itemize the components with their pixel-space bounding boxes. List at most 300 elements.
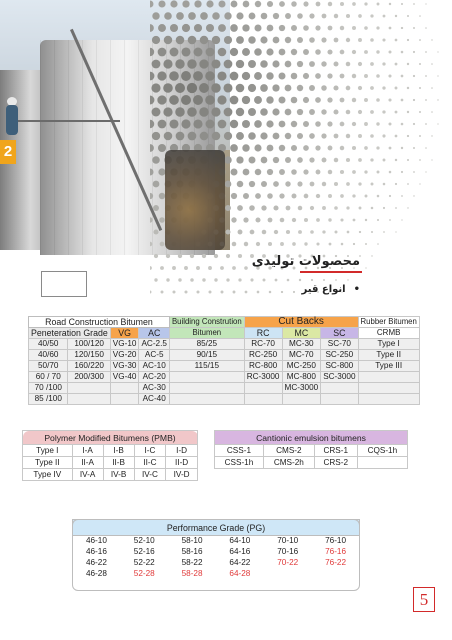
pmb-table — [22, 430, 198, 481]
table-row — [215, 457, 408, 469]
halftone-dot — [279, 145, 285, 151]
halftone-dot — [322, 230, 325, 233]
halftone-dot — [176, 12, 184, 20]
halftone-dot — [214, 254, 218, 258]
halftone-dot — [358, 158, 362, 162]
halftone-dot — [401, 123, 404, 126]
header-rc: RC — [244, 328, 282, 339]
table-cell — [110, 383, 139, 394]
table-cell: 120/150 — [68, 350, 110, 361]
halftone-dot — [347, 279, 348, 280]
halftone-dot — [279, 193, 284, 198]
halftone-dot — [297, 109, 303, 115]
halftone-dot — [267, 25, 274, 32]
table-cell — [312, 569, 360, 580]
halftone-dot — [176, 132, 185, 141]
table-cell: 70 /100 — [29, 383, 68, 394]
halftone-dot — [413, 51, 415, 53]
halftone-dot — [187, 83, 197, 93]
table-cell: MC-70 — [282, 350, 321, 361]
halftone-dot — [388, 98, 391, 101]
halftone-dot — [401, 27, 403, 29]
halftone-dot — [371, 207, 374, 210]
halftone-dot — [163, 83, 173, 93]
halftone-dot — [389, 195, 391, 197]
table-cell: CRS-2 — [314, 457, 357, 469]
table-cell: Type I — [358, 339, 419, 350]
halftone-dot — [395, 159, 397, 161]
halftone-dot — [365, 219, 367, 221]
halftone-dot — [309, 13, 314, 18]
halftone-dot — [226, 254, 230, 258]
halftone-dot — [266, 48, 273, 55]
table-cell: Type IV — [23, 469, 73, 481]
table-cell: II-C — [134, 457, 166, 469]
halftone-dot — [309, 85, 315, 91]
halftone-dot — [335, 231, 338, 234]
halftone-dot — [291, 73, 298, 80]
halftone-dot — [238, 254, 242, 258]
halftone-dot — [327, 49, 332, 54]
table-cell — [244, 383, 282, 394]
halftone-dot — [425, 3, 426, 4]
halftone-dot — [150, 96, 154, 105]
halftone-dot — [419, 15, 421, 17]
halftone-dot — [371, 231, 373, 233]
halftone-dot — [376, 122, 379, 125]
table-row — [23, 457, 198, 469]
halftone-dot — [175, 107, 185, 117]
halftone-dot — [431, 111, 433, 113]
halftone-dot — [341, 243, 344, 246]
table-row — [23, 469, 198, 481]
halftone-dot — [285, 85, 292, 92]
halftone-dot — [303, 145, 309, 151]
halftone-dot — [431, 63, 433, 65]
halftone-dot — [154, 278, 157, 281]
halftone-dot — [431, 135, 432, 136]
halftone-dot — [383, 207, 385, 209]
halftone-dot — [206, 0, 213, 7]
halftone-dot — [395, 135, 398, 138]
halftone-dot — [200, 132, 209, 141]
halftone-dot — [208, 290, 211, 293]
halftone-dot — [395, 15, 397, 17]
halftone-dot — [188, 36, 197, 45]
halftone-dot — [431, 159, 432, 160]
halftone-dot — [322, 206, 326, 210]
halftone-dot — [232, 242, 237, 247]
halftone-dot — [321, 61, 326, 66]
halftone-dot — [254, 72, 262, 80]
halftone-dot — [236, 12, 243, 19]
header-penetration-grade: Peneteration Grade — [29, 328, 111, 339]
halftone-dot — [172, 290, 175, 293]
halftone-dot — [211, 59, 220, 68]
halftone-dot — [437, 123, 438, 124]
halftone-dot — [205, 95, 215, 105]
halftone-dot — [328, 170, 333, 175]
halftone-dot — [279, 49, 286, 56]
halftone-dot — [181, 119, 190, 128]
halftone-dot — [230, 72, 239, 81]
halftone-dot — [250, 278, 253, 281]
halftone-dot — [199, 59, 208, 68]
halftone-dot — [419, 39, 421, 41]
halftone-dot — [382, 134, 385, 137]
halftone-dot — [220, 266, 224, 270]
halftone-dot — [236, 36, 244, 44]
table-cell — [68, 383, 110, 394]
halftone-dot — [364, 2, 367, 5]
halftone-dot — [291, 145, 297, 151]
halftone-dot — [370, 86, 374, 90]
table-cell: 52-10 — [120, 536, 168, 547]
halftone-dot — [401, 51, 404, 54]
halftone-dot — [193, 119, 202, 128]
halftone-dot — [280, 242, 284, 246]
halftone-dot — [292, 218, 296, 222]
halftone-dot — [365, 243, 367, 245]
halftone-dot — [413, 147, 415, 149]
halftone-dot — [340, 98, 345, 103]
table-cell: VG-40 — [110, 372, 139, 383]
halftone-dot — [364, 98, 368, 102]
halftone-dot — [377, 195, 380, 198]
hero-image — [0, 0, 452, 300]
halftone-dot — [358, 182, 361, 185]
halftone-dot — [383, 231, 385, 233]
halftone-dot — [194, 24, 202, 32]
dot-photo-fragment — [165, 150, 225, 250]
table-cell: II-D — [166, 457, 198, 469]
table-cell — [282, 394, 321, 405]
halftone-dot — [255, 217, 260, 222]
halftone-dot — [358, 134, 362, 138]
table-cell: 64-28 — [216, 569, 264, 580]
halftone-dot — [316, 170, 321, 175]
halftone-dot — [267, 1, 273, 7]
halftone-dot — [340, 146, 344, 150]
section-number-badge: 2 — [0, 140, 16, 164]
halftone-dot — [389, 147, 392, 150]
halftone-dot — [413, 75, 415, 77]
table-cell: 64-22 — [216, 558, 264, 569]
halftone-dot — [268, 218, 273, 223]
halftone-dot — [266, 96, 273, 103]
table-cell: AC-2.5 — [139, 339, 169, 350]
halftone-dot — [304, 194, 309, 199]
halftone-dot — [218, 24, 226, 32]
table-cell: 46-28 — [73, 569, 121, 580]
halftone-dot — [217, 95, 226, 104]
halftone-dot — [202, 278, 205, 281]
halftone-dot — [370, 62, 374, 66]
halftone-dot — [407, 87, 409, 89]
halftone-dot — [255, 193, 261, 199]
halftone-dot — [199, 107, 208, 116]
halftone-dot — [254, 24, 261, 31]
table-row — [23, 445, 198, 457]
page-number: 5 — [413, 587, 435, 612]
halftone-dot — [401, 195, 403, 197]
halftone-dot — [299, 279, 301, 281]
halftone-dot — [285, 37, 291, 43]
halftone-dot — [346, 182, 350, 186]
table-cell: 64-10 — [216, 536, 264, 547]
halftone-dot — [316, 194, 320, 198]
halftone-dot — [212, 12, 220, 20]
main-bitumen-table — [28, 316, 420, 405]
halftone-dot — [389, 219, 391, 221]
halftone-dot — [163, 59, 172, 68]
halftone-dot — [166, 278, 169, 281]
halftone-dot — [223, 83, 232, 92]
halftone-dot — [254, 96, 262, 104]
halftone-dot — [260, 60, 268, 68]
halftone-dot — [298, 230, 302, 234]
halftone-dot — [199, 83, 209, 93]
halftone-dot — [200, 12, 208, 20]
halftone-dot — [297, 157, 303, 163]
halftone-dot — [152, 12, 159, 19]
table-cell: Type II — [358, 350, 419, 361]
header-crmb: CRMB — [358, 328, 419, 339]
table-cell: AC-5 — [139, 350, 169, 361]
halftone-dot — [193, 71, 203, 81]
halftone-dot — [273, 13, 279, 19]
halftone-dot — [279, 121, 286, 128]
halftone-dot — [158, 144, 166, 152]
table-cell: 40/50 — [29, 339, 68, 350]
halftone-dot — [425, 171, 426, 172]
cationic-table-title: Cantionic emulsion bitumens — [215, 431, 408, 445]
halftone-dot — [383, 183, 386, 186]
halftone-dot — [150, 242, 152, 247]
halftone-dot — [187, 107, 197, 117]
table-cell: 76-10 — [312, 536, 360, 547]
halftone-dot — [364, 122, 368, 126]
halftone-dot — [327, 73, 332, 78]
table-cell: AC-30 — [139, 383, 169, 394]
table-cell: IV-D — [166, 469, 198, 481]
table-cell: 52-28 — [120, 569, 168, 580]
performance-grade-table — [72, 519, 360, 580]
halftone-dot — [280, 218, 285, 223]
halftone-dot — [263, 279, 266, 282]
halftone-dot — [230, 144, 238, 152]
halftone-dot — [231, 1, 238, 8]
halftone-dot — [334, 182, 338, 186]
halftone-dot — [291, 121, 297, 127]
table-row — [29, 383, 420, 394]
halftone-dot — [279, 25, 285, 31]
table-cell: 58-22 — [168, 558, 216, 569]
section-title: محصولات تولیدی — [251, 254, 360, 269]
table-row — [215, 445, 408, 457]
halftone-dot — [413, 171, 415, 173]
pg-table-title: Performance Grade (PG) — [73, 520, 360, 536]
halftone-dot — [327, 121, 332, 126]
halftone-dot — [205, 71, 215, 81]
subitem-label: انواع قیر — [301, 284, 346, 295]
halftone-dot — [160, 242, 165, 247]
halftone-dot — [158, 120, 167, 129]
halftone-dot — [352, 98, 356, 102]
halftone-dot — [335, 279, 337, 281]
halftone-dot — [334, 38, 339, 43]
halftone-dot — [413, 123, 415, 125]
halftone-dot — [395, 231, 396, 232]
halftone-dot — [242, 48, 250, 56]
table-cell: MC-800 — [282, 372, 321, 383]
header-cut-backs: Cut Backs — [244, 317, 358, 328]
halftone-dot — [389, 51, 392, 54]
halftone-dot — [236, 132, 244, 140]
table-cell: RC-70 — [244, 339, 282, 350]
halftone-dot — [364, 74, 368, 78]
halftone-dot — [365, 195, 368, 198]
halftone-dot — [352, 2, 356, 6]
halftone-dot — [334, 206, 338, 210]
cationic-emulsion-table — [214, 430, 408, 469]
halftone-dot — [413, 3, 415, 5]
halftone-dot — [407, 15, 409, 17]
halftone-dot — [321, 37, 326, 42]
halftone-dot — [346, 206, 349, 209]
halftone-dot — [425, 75, 427, 77]
halftone-dot — [346, 86, 351, 91]
halftone-dot — [291, 97, 298, 104]
table-cell: CRS-1 — [314, 445, 357, 457]
halftone-dot — [272, 60, 279, 67]
halftone-dot — [370, 38, 374, 42]
table-cell — [264, 569, 312, 580]
halftone-dot — [347, 231, 350, 234]
halftone-dot — [322, 14, 327, 19]
halftone-dot — [340, 170, 344, 174]
halftone-dot — [169, 95, 179, 105]
halftone-dot — [297, 13, 303, 19]
halftone-dot — [187, 59, 196, 68]
halftone-dot — [297, 133, 303, 139]
halftone-dot — [401, 147, 403, 149]
table-cell: 46-16 — [73, 547, 121, 558]
halftone-dot — [238, 230, 243, 235]
halftone-dot — [285, 109, 292, 116]
halftone-dot — [221, 291, 224, 294]
table-cell: 40/60 — [29, 350, 68, 361]
table-row — [29, 361, 420, 372]
halftone-dot — [152, 156, 160, 164]
halftone-dot — [395, 63, 398, 66]
halftone-dot — [413, 27, 415, 29]
halftone-dot — [170, 48, 179, 57]
halftone-dot — [274, 230, 278, 234]
halftone-dot — [169, 119, 178, 128]
halftone-dot — [407, 39, 409, 41]
halftone-dot — [286, 230, 290, 234]
table-row — [29, 350, 420, 361]
halftone-dot — [316, 2, 321, 7]
table-cell: 58-10 — [168, 536, 216, 547]
halftone-dot — [382, 38, 385, 41]
halftone-dot — [395, 111, 398, 114]
table-cell: IV-C — [134, 469, 166, 481]
halftone-dot — [340, 122, 345, 127]
halftone-dot — [303, 121, 309, 127]
halftone-dot — [352, 122, 356, 126]
table-cell: 70-10 — [264, 536, 312, 547]
halftone-dot — [388, 74, 391, 77]
halftone-dot — [152, 132, 160, 140]
halftone-dot — [371, 255, 372, 256]
halftone-dot — [158, 0, 165, 7]
halftone-dot — [260, 108, 268, 116]
halftone-dot — [267, 169, 273, 175]
halftone-dot — [256, 242, 260, 246]
halftone-dot — [152, 108, 161, 117]
halftone-dot — [370, 158, 373, 161]
halftone-dot — [164, 12, 172, 20]
table-cell: VG-20 — [110, 350, 139, 361]
halftone-dot — [159, 217, 165, 223]
halftone-dot — [334, 158, 339, 163]
halftone-dot — [150, 266, 152, 270]
table-cell: MC-3000 — [282, 383, 321, 394]
halftone-dot — [401, 171, 403, 173]
halftone-dot — [309, 157, 314, 162]
halftone-dot — [382, 62, 385, 65]
table-cell: 115/15 — [169, 361, 244, 372]
halftone-dot — [278, 96, 285, 103]
halftone-dot — [150, 48, 154, 56]
table-cell: CQS-1h — [357, 445, 407, 457]
halftone-dot — [206, 120, 215, 129]
halftone-dot — [255, 1, 261, 7]
halftone-dot — [377, 3, 380, 6]
halftone-dot — [304, 218, 308, 222]
halftone-dot — [206, 48, 215, 57]
halftone-dot — [243, 1, 250, 8]
table-row — [29, 372, 420, 383]
halftone-dot — [268, 242, 272, 246]
halftone-dot — [184, 266, 188, 270]
halftone-dot — [190, 278, 194, 282]
halftone-dot — [242, 144, 249, 151]
halftone-dot — [377, 219, 379, 221]
halftone-dot — [358, 86, 362, 90]
halftone-dot — [230, 168, 237, 175]
halftone-dot — [278, 72, 285, 79]
halftone-dot — [419, 87, 421, 89]
halftone-dot — [346, 158, 350, 162]
table-cell — [110, 394, 139, 405]
table-cell: 70-22 — [264, 558, 312, 569]
halftone-dot — [377, 243, 379, 245]
table-cell: MC-30 — [282, 339, 321, 350]
halftone-dot — [212, 36, 220, 44]
halftone-dot — [158, 48, 167, 57]
halftone-dot — [303, 1, 308, 6]
halftone-dot — [303, 97, 309, 103]
table-cell: II-A — [72, 457, 103, 469]
header-bitumen: Bitumen — [169, 328, 244, 339]
halftone-dot — [352, 50, 356, 54]
table-cell: RC-250 — [244, 350, 282, 361]
halftone-dot — [352, 26, 356, 30]
halftone-dot — [281, 291, 283, 293]
